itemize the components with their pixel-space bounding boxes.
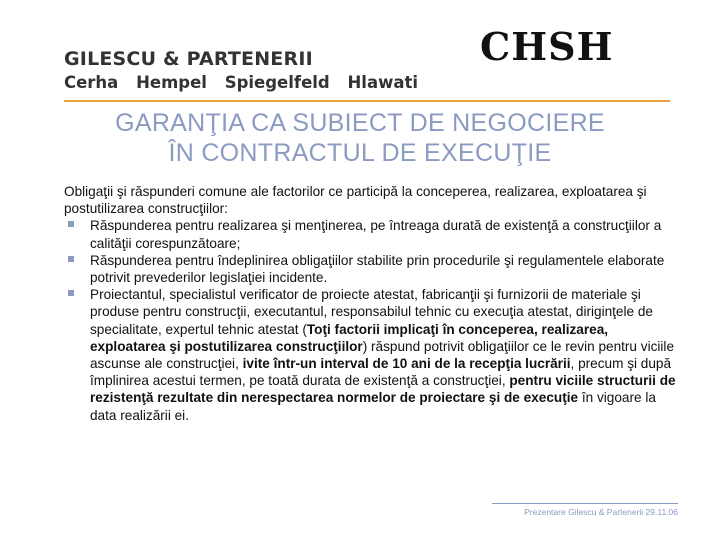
square-bullet-icon (68, 221, 74, 227)
gilescu-logo (64, 48, 430, 94)
bullet-item (64, 286, 684, 424)
bullet-list (64, 217, 684, 423)
partner-name: Hlawati (347, 73, 419, 92)
partners-list (64, 72, 430, 94)
square-bullet-icon (68, 290, 74, 296)
chsh-logo: CHSH (480, 24, 614, 69)
bullet-text: Răspunderea pentru realizarea şi menţinerea, pe întreaga durată de existenţă a construcţiilor a calităţii corespunzătoare; (90, 218, 662, 251)
slide-body (64, 183, 684, 424)
title-line-2: ÎN CONTRACTUL DE EXECUŢIE (168, 139, 552, 167)
header-divider (64, 100, 670, 102)
firm-name: GILESCU & PARTENERII (64, 48, 313, 70)
slide-title (40, 108, 680, 168)
partner-name: Hempel (136, 73, 207, 92)
square-bullet-icon (68, 256, 74, 262)
bullet-text: în vigoare la data realizării ei. (90, 390, 656, 423)
partner-name: Cerha (64, 73, 119, 92)
bullet-item (64, 217, 684, 251)
intro-paragraph: Obligaţii şi răspunderi comune ale factorilor ce participă la conceperea, realizarea, exploatarea şi postutilizarea construcţiilor: (64, 184, 647, 217)
bullet-text: Răspunderea pentru îndeplinirea obligaţiilor stabilite prin procedurile şi regulamentele elaborate potrivit prevederilor legislaţiei incidente. (90, 252, 665, 286)
bold-text: pentru viciile structurii de rezistenţă rezultate din nerespectarea normelor de proiectare şi de execuţie (90, 373, 676, 406)
bullet-text: Proiectantul, specialistul verificator de proiecte atestat, fabricanţii şi furnizorii de materiale şi produse pentru construcţii, executantul, responsabilul tehnic cu execuţia atestat, diriginţele de specialitate, expertul tehnic atestat ( (90, 287, 653, 337)
bullet-item (64, 252, 684, 286)
footer-divider (492, 503, 678, 504)
bullet-text: ) răspund potrivit obligaţiilor ce le revin pentru viciile ascunse ale construcţiei, (90, 338, 675, 372)
footer-text: Prezentare Gilescu & Partenerii 29.11.06 (524, 507, 678, 517)
partner-name: Spiegelfeld (224, 73, 330, 92)
title-line-1: GARANŢIA CA SUBIECT DE NEGOCIERE (115, 109, 605, 137)
bullet-text: , precum şi după împlinirea acestui termen, pe toată durata de existenţă a construcţiei, (90, 356, 672, 389)
bold-text: ivite într-un interval de 10 ani de la recepţia lucrării (242, 356, 571, 372)
bold-text: Toţi factorii implicaţi în conceperea, realizarea, exploatarea şi postutilizarea construcţiilor (90, 321, 609, 354)
